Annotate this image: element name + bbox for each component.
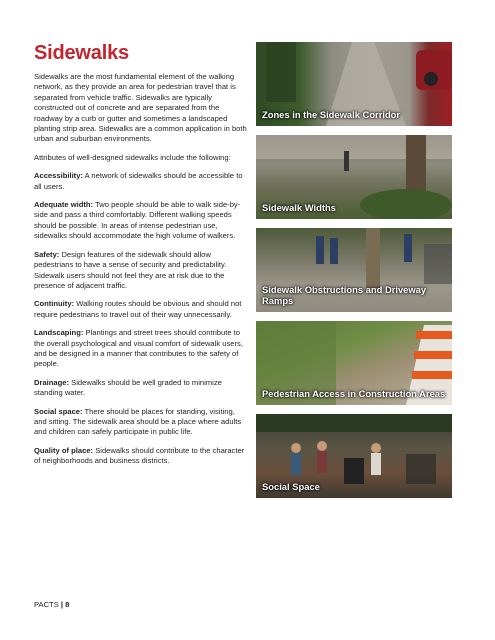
attribute-term: Continuity: bbox=[34, 299, 75, 309]
attribute-term: Safety: bbox=[34, 249, 60, 259]
page-footer bbox=[34, 600, 69, 609]
attribute-text: There should be places for standing, visiting, and sitting. The sidewalk area should be a place where adults and children can safely participate in public life. bbox=[34, 406, 242, 437]
attribute-term: Landscaping: bbox=[34, 328, 84, 338]
attribute-item bbox=[34, 378, 248, 399]
photo-caption-text: Sidewalk Obstructions and Driveway Ramps bbox=[262, 284, 427, 306]
attribute-text: Sidewalks should be well graded to minimize standing water. bbox=[34, 377, 222, 398]
attribute-item bbox=[34, 328, 248, 370]
photo-caption: Sidewalk Widths bbox=[262, 201, 336, 213]
photo-social-space bbox=[256, 414, 452, 498]
photo-sidewalk-widths bbox=[256, 135, 452, 219]
photo-caption bbox=[262, 285, 452, 306]
footer-separator: | bbox=[58, 600, 66, 609]
attributes-intro: Attributes of well-designed sidewalks include the following: bbox=[34, 152, 231, 162]
photo-sidewalk-corridor bbox=[256, 42, 452, 126]
attribute-term: Adequate width: bbox=[34, 200, 94, 210]
attribute-text: A network of sidewalks should be accessible to all users. bbox=[34, 171, 243, 191]
attribute-item bbox=[34, 171, 248, 192]
photo-caption: Pedestrian Access in Construction Areas bbox=[262, 387, 446, 399]
attribute-text: Design features of the sidewalk should allow pedestrians to have a sense of security and predictability. Sidewalk users should not feel they are at risk due to the presence of adjacent traffic. bbox=[34, 249, 227, 290]
photo-sidewalk-obstructions bbox=[256, 228, 452, 312]
attribute-item bbox=[34, 250, 248, 292]
body-text bbox=[34, 72, 248, 475]
attribute-term: Quality of place: bbox=[34, 445, 94, 455]
footer-label: PACTS bbox=[34, 600, 59, 609]
attribute-item bbox=[34, 446, 248, 467]
page-number: 8 bbox=[65, 600, 70, 609]
attribute-text: Two people should be able to walk side-by-side and pass a third comfortably. Different walking speeds should be possible. In areas of intense pedestrian use, sidewalks should accommodate the high volume of walkers. bbox=[34, 200, 241, 241]
page-title: Sidewalks bbox=[34, 42, 129, 64]
intro-paragraph: Sidewalks are the most fundamental element of the walking network, as they provide an area for pedestrian travel that is separated from vehicle traffic. Sidewalks are typically constructed out of concrete and are separated from the roadway by a curb or gutter and sometimes a landscaped planting strip area. Sidewalks are a common application in both urban and suburban environments. bbox=[34, 72, 247, 144]
photo-construction-areas bbox=[256, 321, 452, 405]
attribute-term: Social space: bbox=[34, 406, 83, 416]
attribute-text: Plantings and street trees should contribute to the overall psychological and visual comfort of sidewalk users, and be designed in a manner that contributes to the safety of people. bbox=[34, 328, 243, 369]
photo-caption: Zones in the Sidewalk Corridor bbox=[262, 108, 401, 120]
attribute-term: Accessibility: bbox=[34, 171, 83, 181]
attribute-item bbox=[34, 407, 248, 438]
attribute-text: Walking routes should be obvious and should not require pedestrians to travel out of their way unnecessarily. bbox=[34, 299, 242, 319]
photo-caption: Social Space bbox=[262, 480, 320, 492]
photo-column bbox=[256, 42, 452, 507]
attribute-item bbox=[34, 299, 248, 320]
attribute-term: Drainage: bbox=[34, 377, 70, 387]
attribute-text: Sidewalks should contribute to the character of neighborhoods and business districts. bbox=[34, 445, 245, 466]
attribute-item bbox=[34, 200, 248, 242]
